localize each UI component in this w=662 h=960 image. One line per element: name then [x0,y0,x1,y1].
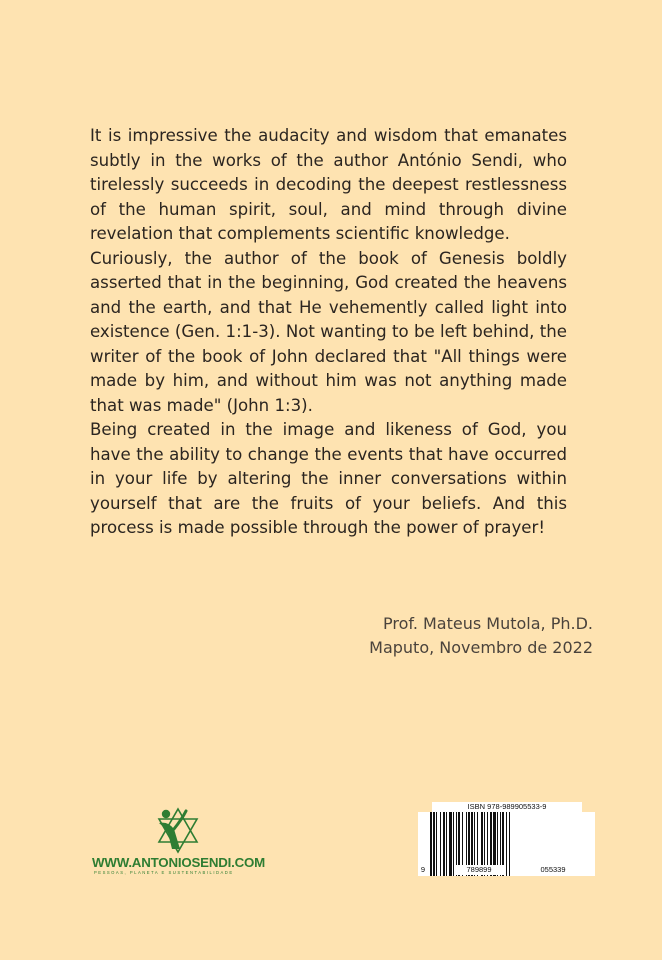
barcode-digits-left: 789899 [454,865,504,875]
logo-website-text: WWW.ANTONIOSENDI.COM [92,855,266,870]
barcode-digits-right: 055339 [528,865,578,875]
barcode-bar [433,812,435,876]
barcode-bar [509,812,510,876]
signature-name: Prof. Mateus Mutola, Ph.D. [382,614,593,633]
barcode-bar [440,812,441,876]
barcode-bar [449,812,452,876]
signature-place-date: Maputo, Novembro de 2022 [369,638,593,657]
paragraph-3: Being created in the image and likeness of God, you have the ability to change the events that have occurred in your life by altering the inner conversations within yourself that are the fruits of your beliefs. And this process is made possible through the power of prayer! [90,420,567,537]
barcode-bar [446,812,447,876]
barcode-bar [436,812,437,876]
barcode-bar [506,812,507,876]
signature-block [369,612,593,660]
paragraph-1: It is impressive the audacity and wisdom that emanates subtly in the works of the author António Sendi, who tirelessly succeeds in decoding the deepest restlessness of the human spirit, soul, and mind through divine revelation that complements scientific knowledge. [90,126,567,243]
paragraph-2: Curiously, the author of the book of Genesis boldly asserted that in the beginning, God created the heavens and the earth, and that He vehemently called light into existence (Gen. 1:1-3). Not wanting to be left behind, the writer of the book of John declared that "All things were made by him, and without him was not anything made that was made" (John 1:3). [90,248,567,415]
back-cover-text [90,124,567,541]
barcode-digit-first: 9 [418,865,428,875]
isbn-label: ISBN 978-989905533-9 [432,802,582,812]
star-of-david-person-icon [152,805,204,855]
barcode-bar [430,812,432,876]
isbn-barcode [418,802,595,876]
logo-tagline: PESSOAS, PLANETA E SUSTENTABILIDADE [94,870,234,875]
barcode-bar [443,812,445,876]
publisher-logo [92,805,278,875]
